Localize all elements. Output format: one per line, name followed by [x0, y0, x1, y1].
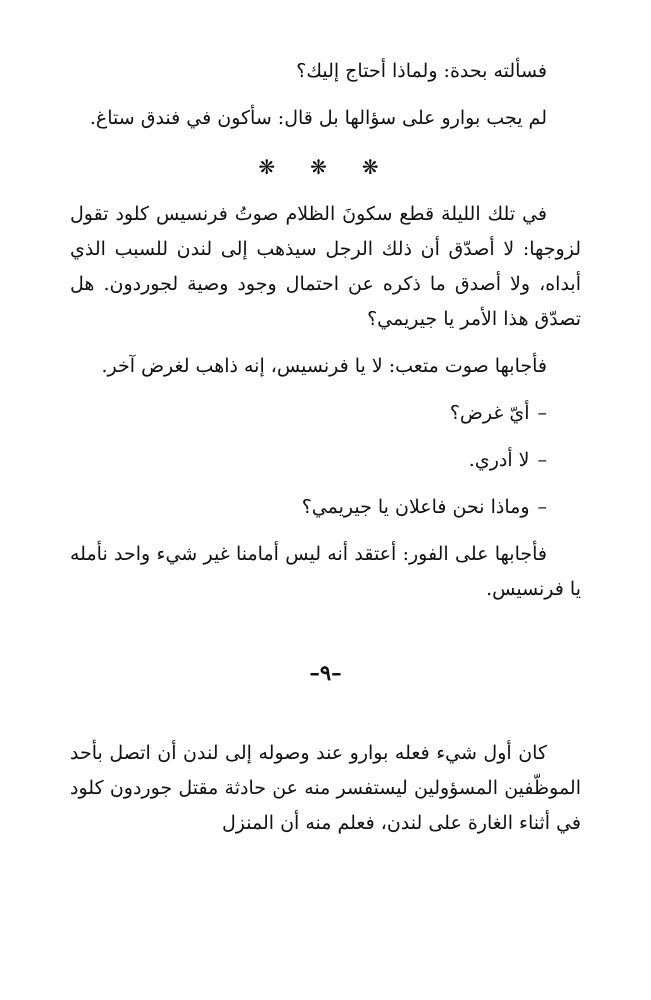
paragraph-answer: فأجابها على الفور: أعتقد أنه ليس أمامنا غير شيء واحد نأمله يا فرنسيس.	[70, 543, 581, 600]
section-separator: ❋ ❋ ❋	[258, 155, 393, 179]
dialog-dash: –	[537, 496, 547, 518]
dialog-text: أيّ غرض؟	[449, 402, 530, 424]
dialog-line	[70, 443, 581, 478]
dialog-text: لا أدري.	[468, 449, 530, 471]
paragraph-poirot-reply: لم يجب بوارو على سؤالها بل قال: سأكون في فندق ستاغ.	[89, 107, 547, 129]
paragraph-night-voice: في تلك الليلة قطع سكونَ الظلام صوتُ فرنسيس كلود تقول لزوجها: لا أصدّق أن ذلك الرجل سيذهب إلى لندن للسبب الذي أبداه، ولا أصدق ما ذكره عن احتمال وجود وصية لجوردون. هل تصدّق هذا الأمر يا جيريمي؟	[70, 203, 581, 330]
book-page	[70, 54, 581, 853]
dialog-dash: –	[537, 402, 547, 424]
dialog-line	[70, 396, 581, 431]
paragraph-question: فسألته بحدة: ولماذا أحتاج إليك؟	[296, 60, 547, 82]
dialog-text: وماذا نحن فاعلان يا جيريمي؟	[301, 496, 530, 518]
dialog-dash: –	[537, 449, 547, 471]
chapter-number: –٩–	[309, 660, 342, 685]
paragraph-tired-voice: فأجابها صوت متعب: لا يا فرنسيس، إنه ذاهب لغرض آخر.	[101, 355, 547, 377]
dialog-line	[70, 490, 581, 525]
paragraph-chapter-opening: كان أول شيء فعله بوارو عند وصوله إلى لندن أن اتصل بأحد الموظّفين المسؤولين ليستفسر منه عن حادثة مقتل جوردون كلود في أثناء الغارة على لندن، فعلم منه أن المنزل	[70, 742, 581, 834]
